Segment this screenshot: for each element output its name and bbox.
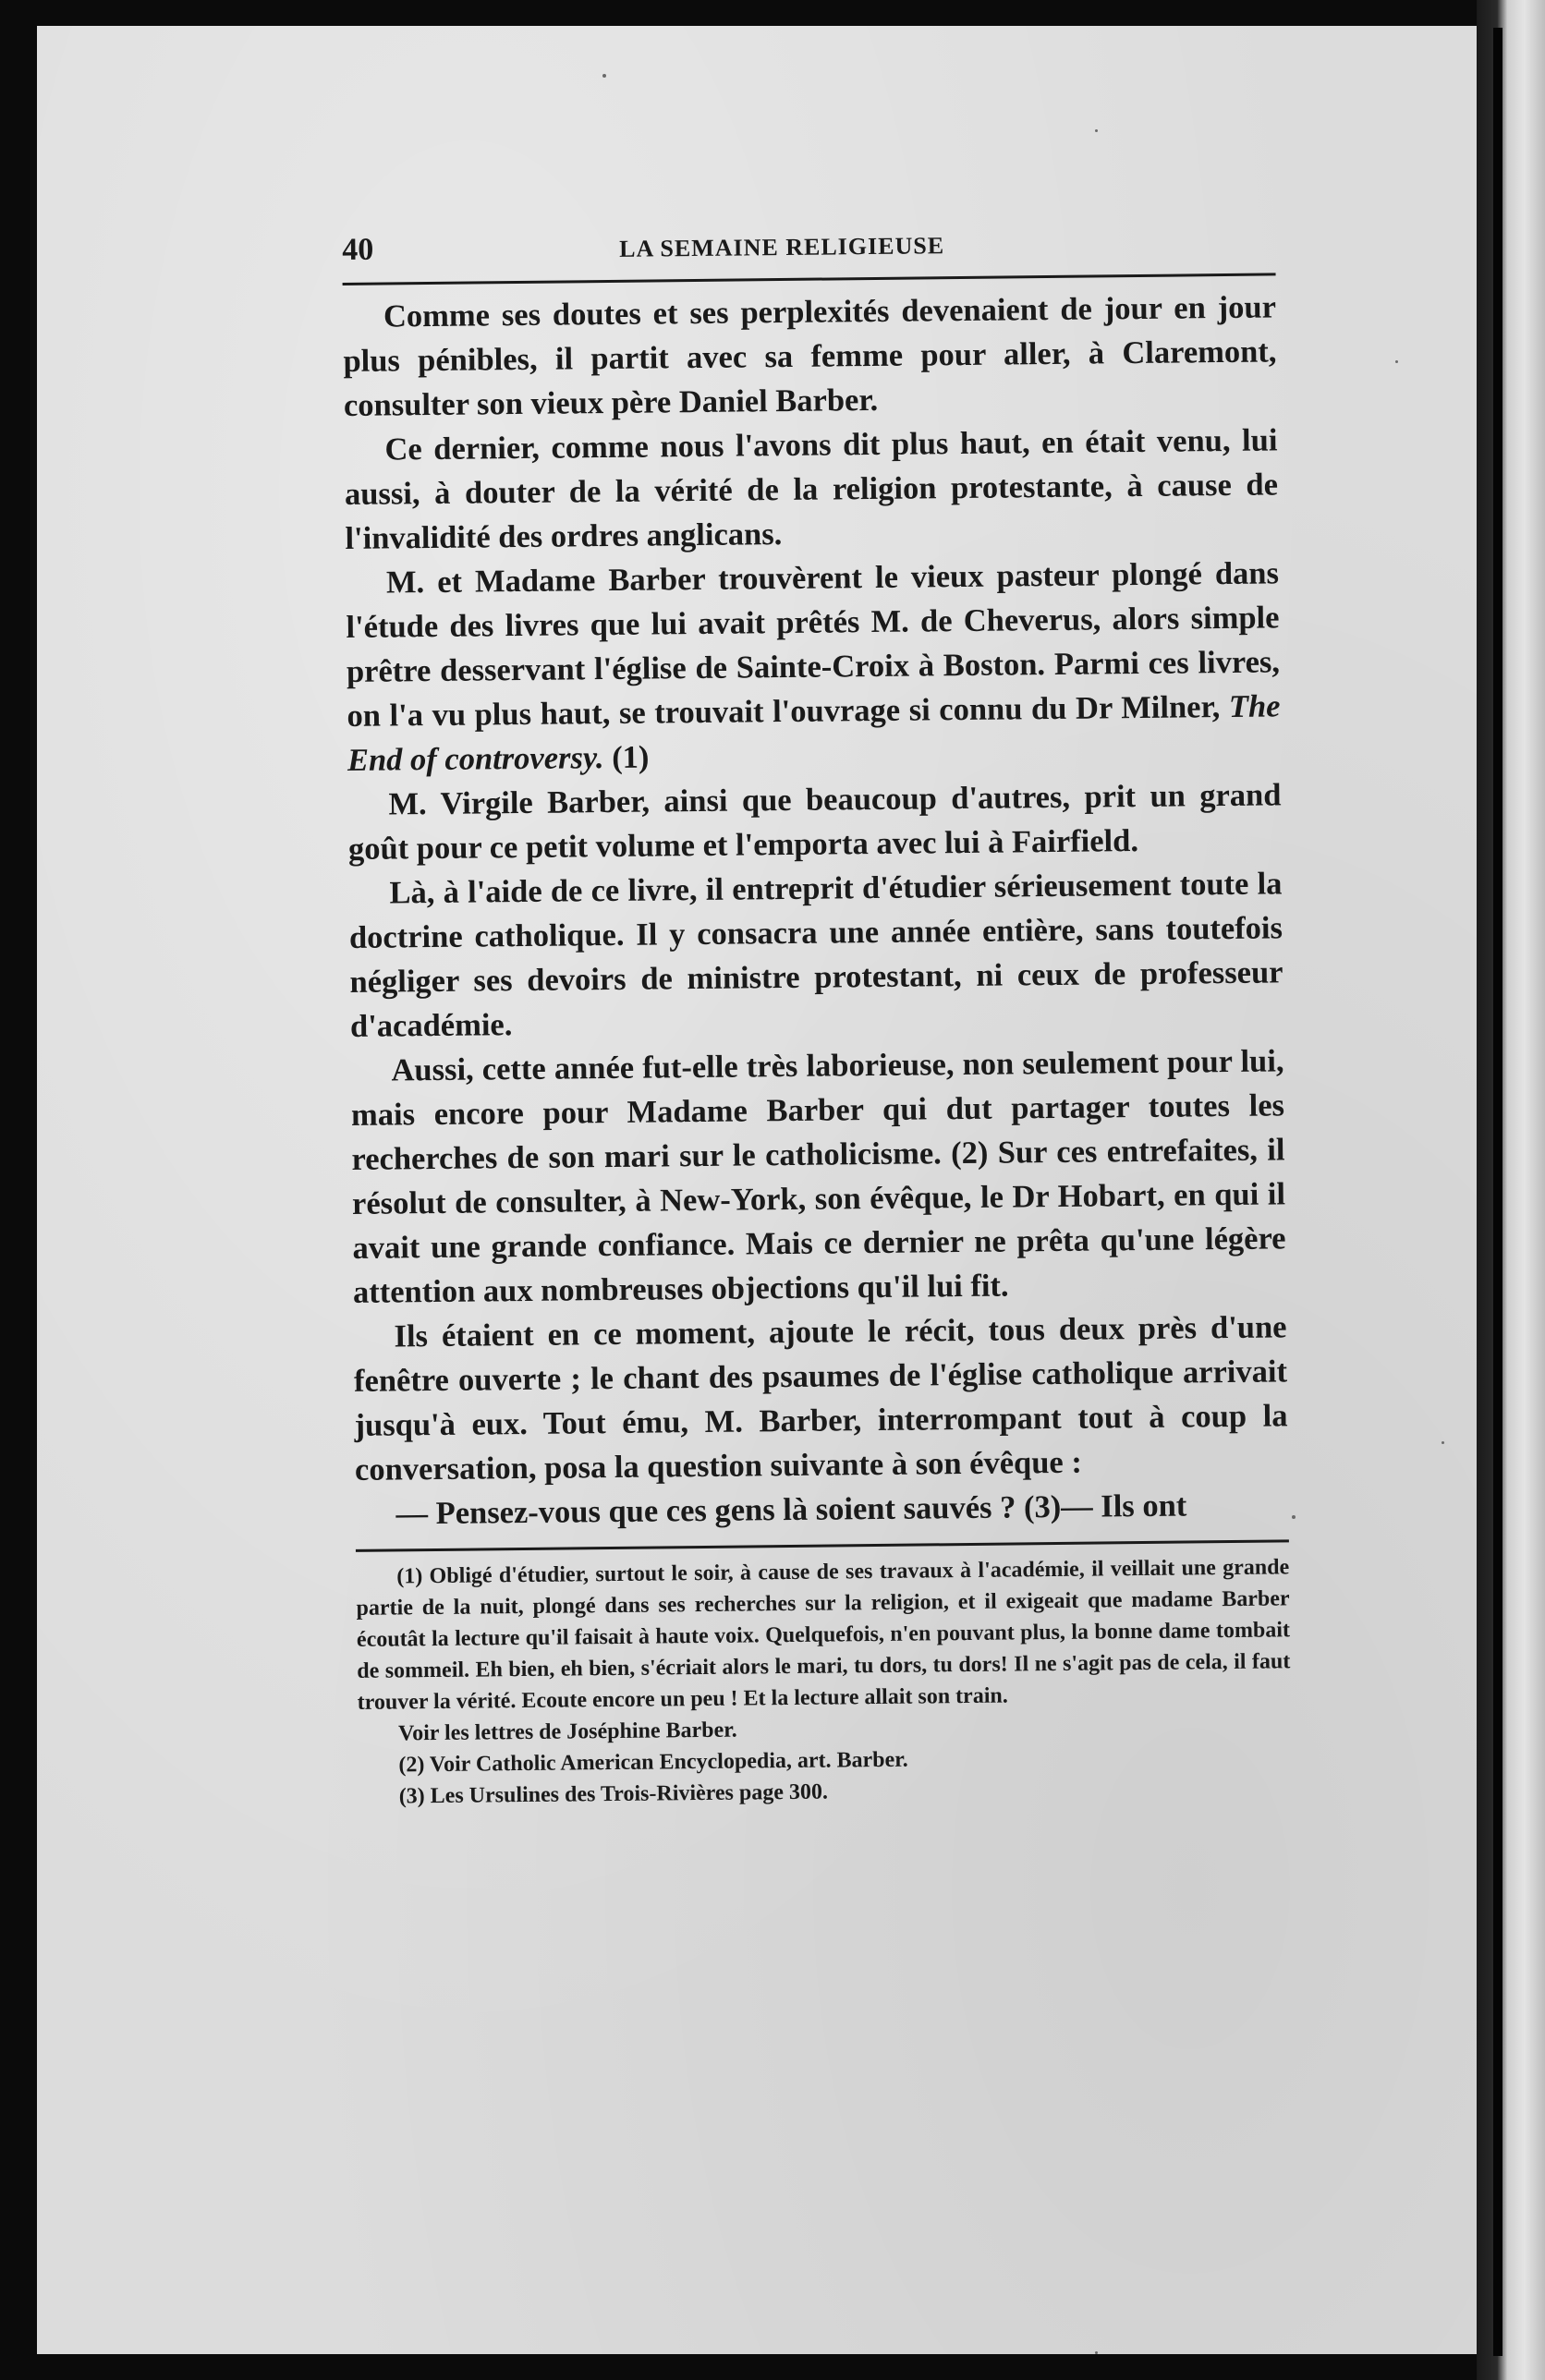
footnote: (3) Les Ursulines des Trois-Rivières page 300.	[398, 1779, 829, 1809]
paragraph: — Pensez-vous que ces gens là soient sauvés ? (3)— Ils ont	[395, 1488, 1187, 1532]
paragraph: Comme ses doutes et ses perplexités devenaient de jour en jour plus pénibles, il partit avec sa femme pour aller, à Claremont, consulter son vieux père Daniel Barber.	[343, 289, 1277, 423]
book-title: The End of controversy.	[347, 688, 1281, 778]
paragraph: M. Virgile Barber, ainsi que beaucoup d'autres, prit un grand goût pour ce petit volume et l'emporta avec lui à Fairfield.	[347, 777, 1282, 867]
page-number: 40	[342, 232, 374, 267]
footnote: (1) Obligé d'étudier, surtout le soir, à cause de ses travaux à l'académie, il veillait une grande partie de la nuit, plongé dans ses recherches sur la religion, et il exigeait que madame Barber écoutât la lecture qu'il faisait à haute voix. Quelquefois, n'en pouvant plus, la bonne dame tombait de sommeil. Eh bien, eh bien, s'écriait alors le mari, tu dors, tu dors! Il ne s'agit pas de cela, il faut trouver la vérité. Ecoute encore un peu ! Et la lecture allait son train.	[356, 1555, 1291, 1715]
paragraph-text: M. et Madame Barber trouvèrent le vieux pasteur plongé dans l'étude des livres que lui avait prêtés M. de Cheverus, alors simple prêtre desservant l'église de Sainte-Croix à Boston. Parmi ces livres, on l'a vu plus haut, se trouvait l'ouvrage si connu du Dr Milner,	[346, 555, 1281, 734]
paragraph: Ils étaient en ce moment, ajoute le récit, tous deux près d'une fenêtre ouverte ; le chant des psaumes de l'église catholique arrivait jusqu'à eux. Tout ému, M. Barber, interrompant tout à coup la conversation, posa la question suivante à son évêque :	[353, 1309, 1288, 1488]
paragraph: Ce dernier, comme nous l'avons dit plus haut, en était venu, lui aussi, à douter de la vérité de la religion protestante, à cause de l'invalidité des ordres anglicans.	[344, 422, 1279, 556]
running-head	[342, 221, 1276, 283]
page-content	[342, 221, 1292, 1812]
book-edge	[1477, 0, 1545, 2380]
footnote-rule	[356, 1539, 1289, 1552]
paragraph: Là, à l'aide de ce livre, il entreprit d'étudier sérieusement toute la doctrine catholique. Il y consacra une année entière, sans toutefois négliger ses devoirs de ministre protestant, ni ceux de professeur d'académie.	[348, 866, 1283, 1044]
paragraph	[346, 551, 1281, 783]
footnote: (2) Voir Catholic American Encyclopedia, art. Barber.	[398, 1747, 908, 1778]
footnotes	[356, 1551, 1292, 1813]
paragraph: Aussi, cette année fut-elle très laborieuse, non seulement pour lui, mais encore pour Madame Barber qui dut partager toutes les recherches de son mari sur le catholicisme. (2) Sur ces entrefaites, il résolut de consulter, à New-York, son évêque, le Dr Hobart, en qui il avait une grande confiance. Mais ce dernier ne prêta qu'une légère attention aux nombreuses objections qu'il lui fit.	[350, 1043, 1286, 1310]
body-text	[343, 285, 1289, 1536]
running-title: LA SEMAINE RELIGIEUSE	[619, 232, 945, 262]
footnote: Voir les lettres de Joséphine Barber.	[397, 1718, 737, 1746]
book-spine	[1493, 28, 1502, 2356]
footnote-ref: (1)	[603, 739, 650, 776]
